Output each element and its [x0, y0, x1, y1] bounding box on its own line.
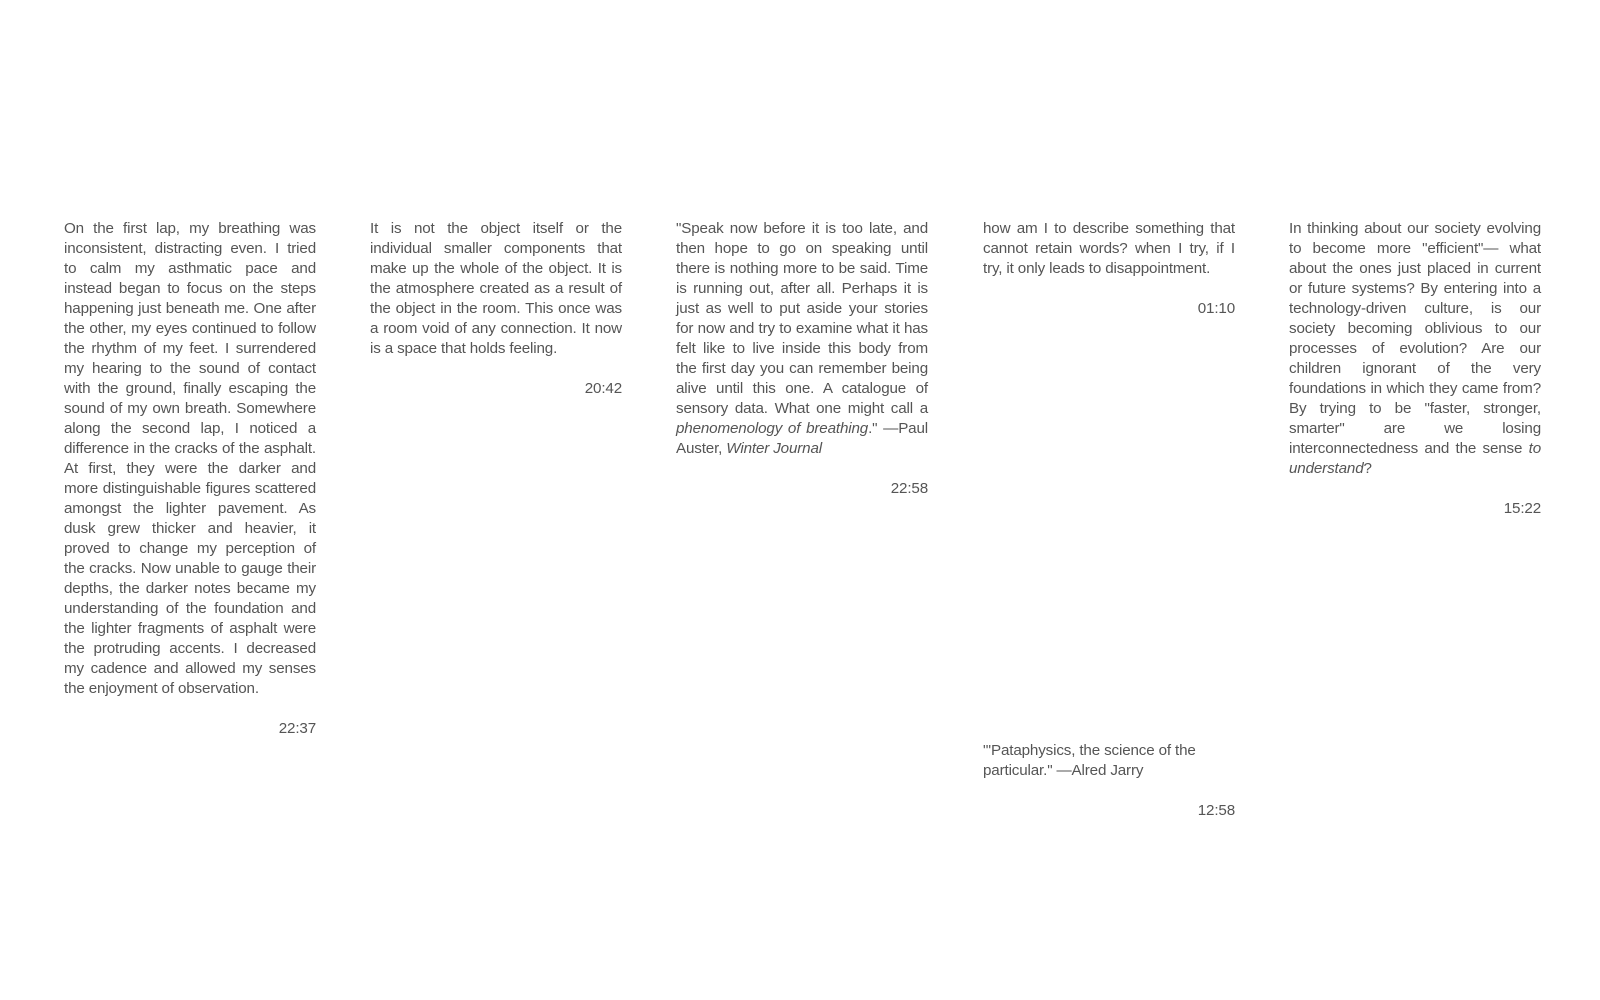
- column-5-italic-phrase: to understand: [1289, 440, 1541, 477]
- text-column-4: [983, 219, 1235, 319]
- column-4-paragraph: how am I to describe something that cannot retain words? when I try, if I try, it only leads to disappointment.: [983, 220, 1235, 277]
- column-1-paragraph: On the first lap, my breathing was inconsistent, distracting even. I tried to calm my asthmatic pace and instead began to focus on the steps happening just beneath me. One after the other, my eyes continued to follow the rhythm of my feet. I surrendered my hearing to the sound of contact with the ground, finally escaping the sound of my own breath. Somewhere along the second lap, I noticed a difference in the cracks of the asphalt. At first, they were the darker and more distinguishable figures scattered amongst the lighter pavement. As dusk grew thicker and heavier, it proved to change my perception of the cracks. Now unable to gauge their depths, the darker notes became my understanding of the foundation and the lighter fragments of asphalt were the protruding accents. I decreased my cadence and allowed my senses the enjoyment of observation.: [64, 220, 316, 697]
- column-5-text: In thinking about our society evolving to become more "efficient"— what about the ones just placed in current or future systems? By entering into a technology-driven culture, is our society becoming oblivious to our processes of evolution? Are our children ignorant of the very foundations in which they came from? By trying to be "faster, stronger, smarter" are we losing interconnectedness and the sense: [1289, 220, 1541, 457]
- column-3-timestamp: 22:58: [890, 480, 928, 497]
- column-4-lower-quote: "'Pataphysics, the science of the particular." —Alred Jarry: [983, 742, 1196, 779]
- column-2-paragraph: It is not the object itself or the individual smaller components that make up the whole of the object. It is the atmosphere created as a result of the object in the room. This once was a room void of any connection. It now is a space that holds feeling.: [370, 220, 622, 357]
- text-column-3: [676, 219, 928, 499]
- column-3-book-title: Winter Journal: [726, 440, 822, 457]
- column-3-italic-phrase: phenomenology of breathing: [676, 420, 869, 437]
- column-1-timestamp: 22:37: [278, 720, 316, 737]
- column-5-question-mark: ?: [1363, 460, 1372, 477]
- text-column-1: [64, 219, 316, 739]
- column-3-paragraph: [676, 219, 928, 459]
- column-4-lower-timestamp: 12:58: [1197, 802, 1235, 819]
- column-5-timestamp: 15:22: [1503, 500, 1541, 517]
- column-3-attribution: ." —Paul Auster,: [676, 420, 928, 457]
- text-column-5: [1289, 219, 1541, 519]
- column-4-timestamp: 01:10: [1197, 300, 1235, 317]
- column-2-timestamp: 20:42: [584, 380, 622, 397]
- column-5-paragraph: [1289, 219, 1541, 479]
- text-column-2: [370, 219, 622, 399]
- column-4-lower-quote-block: [983, 741, 1235, 821]
- column-3-quote-text: "Speak now before it is too late, and then hope to go on speaking until there is nothing more to be said. Time is running out, after all. Perhaps it is just as well to put aside your stories for now and try to examine what it has felt like to live inside this body from the first day you can remember being alive until this one. A catalogue of sensory data. What one might call a: [676, 220, 928, 417]
